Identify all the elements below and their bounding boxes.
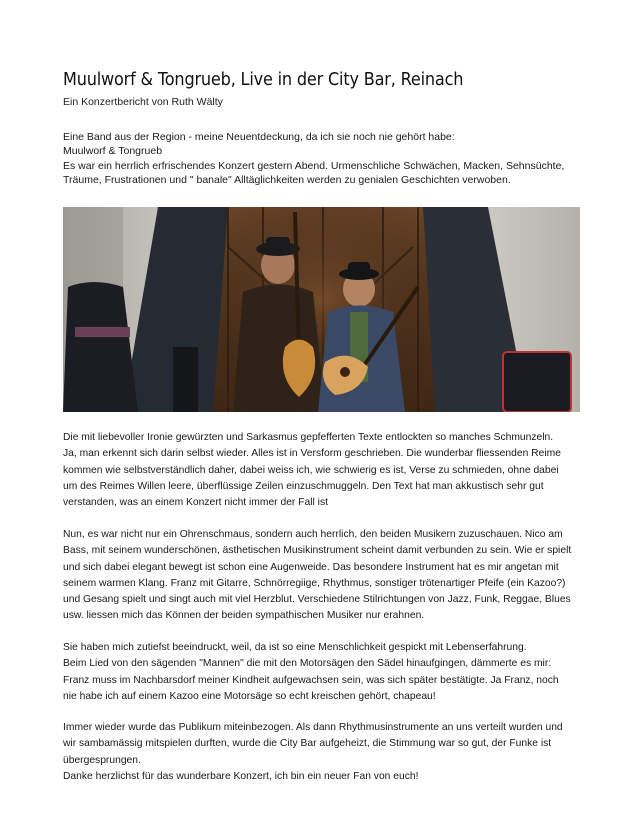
intro-line: Es war ein herrlich erfrischendes Konzert gestern Abend. Urmenschliche Schwächen, Macken, Sehnsüchte, — [63, 159, 565, 172]
text-line: Beim Lied von den sägenden "Mannen" die mit den Motorsägen den Sädel hinaufgingen, dämmerte es mir: — [63, 658, 552, 670]
article-title: Muulworf & Tongrueb, Live in der City Bar, Reinach — [63, 70, 464, 90]
text-line: Immer wieder wurde das Publikum miteinbezogen. Als dann Rhythmusinstrumente an uns verteilt wurden und — [63, 722, 563, 733]
text-line: wir sambamässig mitspielen durften, wurde die City Bar aufgeheizt, die Stimmung war so gut, der Funke ist — [63, 738, 552, 750]
text-line: kommen wie selbstverständlich daher, dabei weiss ich, wie schwierig es ist, Verse zu schmieden, ohne dabei — [63, 464, 559, 476]
text-line: usw. liessen mich das Können der beiden sympathischen Musiker nur erahnen. — [63, 610, 425, 622]
band-photo — [63, 207, 580, 412]
intro-block — [63, 130, 583, 188]
text-line: nie habe ich auf einem Kazoo eine Motorsäge so echt kreischen gehört, chapeau! — [63, 690, 436, 702]
text-line: übergesprungen. — [63, 754, 141, 766]
paragraph-musicians — [63, 527, 580, 625]
text-line: verstanden, was an einem Konzert nicht immer der Fall ist — [63, 497, 328, 509]
text-line: Bass, mit seinem wunderschönen, ästhetischen Musikinstrument scheint damit verbunden zu sein. Wie er spielt — [63, 545, 572, 557]
text-line: um des Reimes Willen leere, überflüssige Zeilen einzuschmuggeln. Den Text hat man akkustisch sehr gut — [63, 480, 544, 492]
paragraph-impression — [63, 640, 580, 705]
text-line: Franz muss im Nachbarsdorf meiner Kindheit aufgewachsen sein, was sich später bestätigte. Ja Franz, noch — [63, 674, 559, 686]
text-line: Nun, es war nicht nur ein Ohrenschmaus, sondern auch herrlich, den beiden Musikern zuzuschauen. Nico am — [63, 529, 563, 540]
band-photo-illustration — [63, 207, 580, 412]
text-line: Die mit liebevoller Ironie gewürzten und Sarkasmus gepfefferten Texte entlockten so manches Schmunzeln. — [63, 432, 554, 443]
text-line: Sie haben mich zutiefst beeindruckt, weil, da ist so eine Menschlichkeit gespickt mit Lebenserfahrung. — [63, 642, 527, 653]
intro-line: Träume, Frustrationen und " banale" Alltäglichkeiten werden zu genialen Geschichten verwoben. — [63, 174, 511, 187]
paragraph-lyrics — [63, 430, 580, 511]
article-byline: Ein Konzertbericht von Ruth Wälty — [63, 96, 223, 108]
text-line: und sich dabei elegant bewegt ist schon eine Augenweide. Das besondere Instrument hat es mir angetan mit — [63, 561, 559, 573]
paragraph-closing — [63, 720, 580, 785]
text-line: und Gesang spielt und singt auch mit viel Herzblut. Verschiedene Stilrichtungen von Jazz, Funk, Reggae, Blues — [63, 594, 571, 606]
text-line: Danke herzlichst für das wunderbare Konzert, ich bin ein neuer Fan von euch! — [63, 770, 419, 782]
intro-line: Eine Band aus der Region - meine Neuentdeckung, da ich sie noch nie gehört habe: — [63, 131, 455, 143]
text-line: seinem warmen Klang. Franz mit Gitarre, Schnörregiige, Rhythmus, sonstiger trötenartiger Pfeife (ein Kazoo?) — [63, 577, 566, 589]
text-line: Ja, man erkennt sich darin selbst wieder. Alles ist in Versform geschrieben. Die wunderbar fliessenden Reime — [63, 448, 561, 460]
intro-band-name: Muulworf & Tongrueb — [63, 145, 163, 158]
